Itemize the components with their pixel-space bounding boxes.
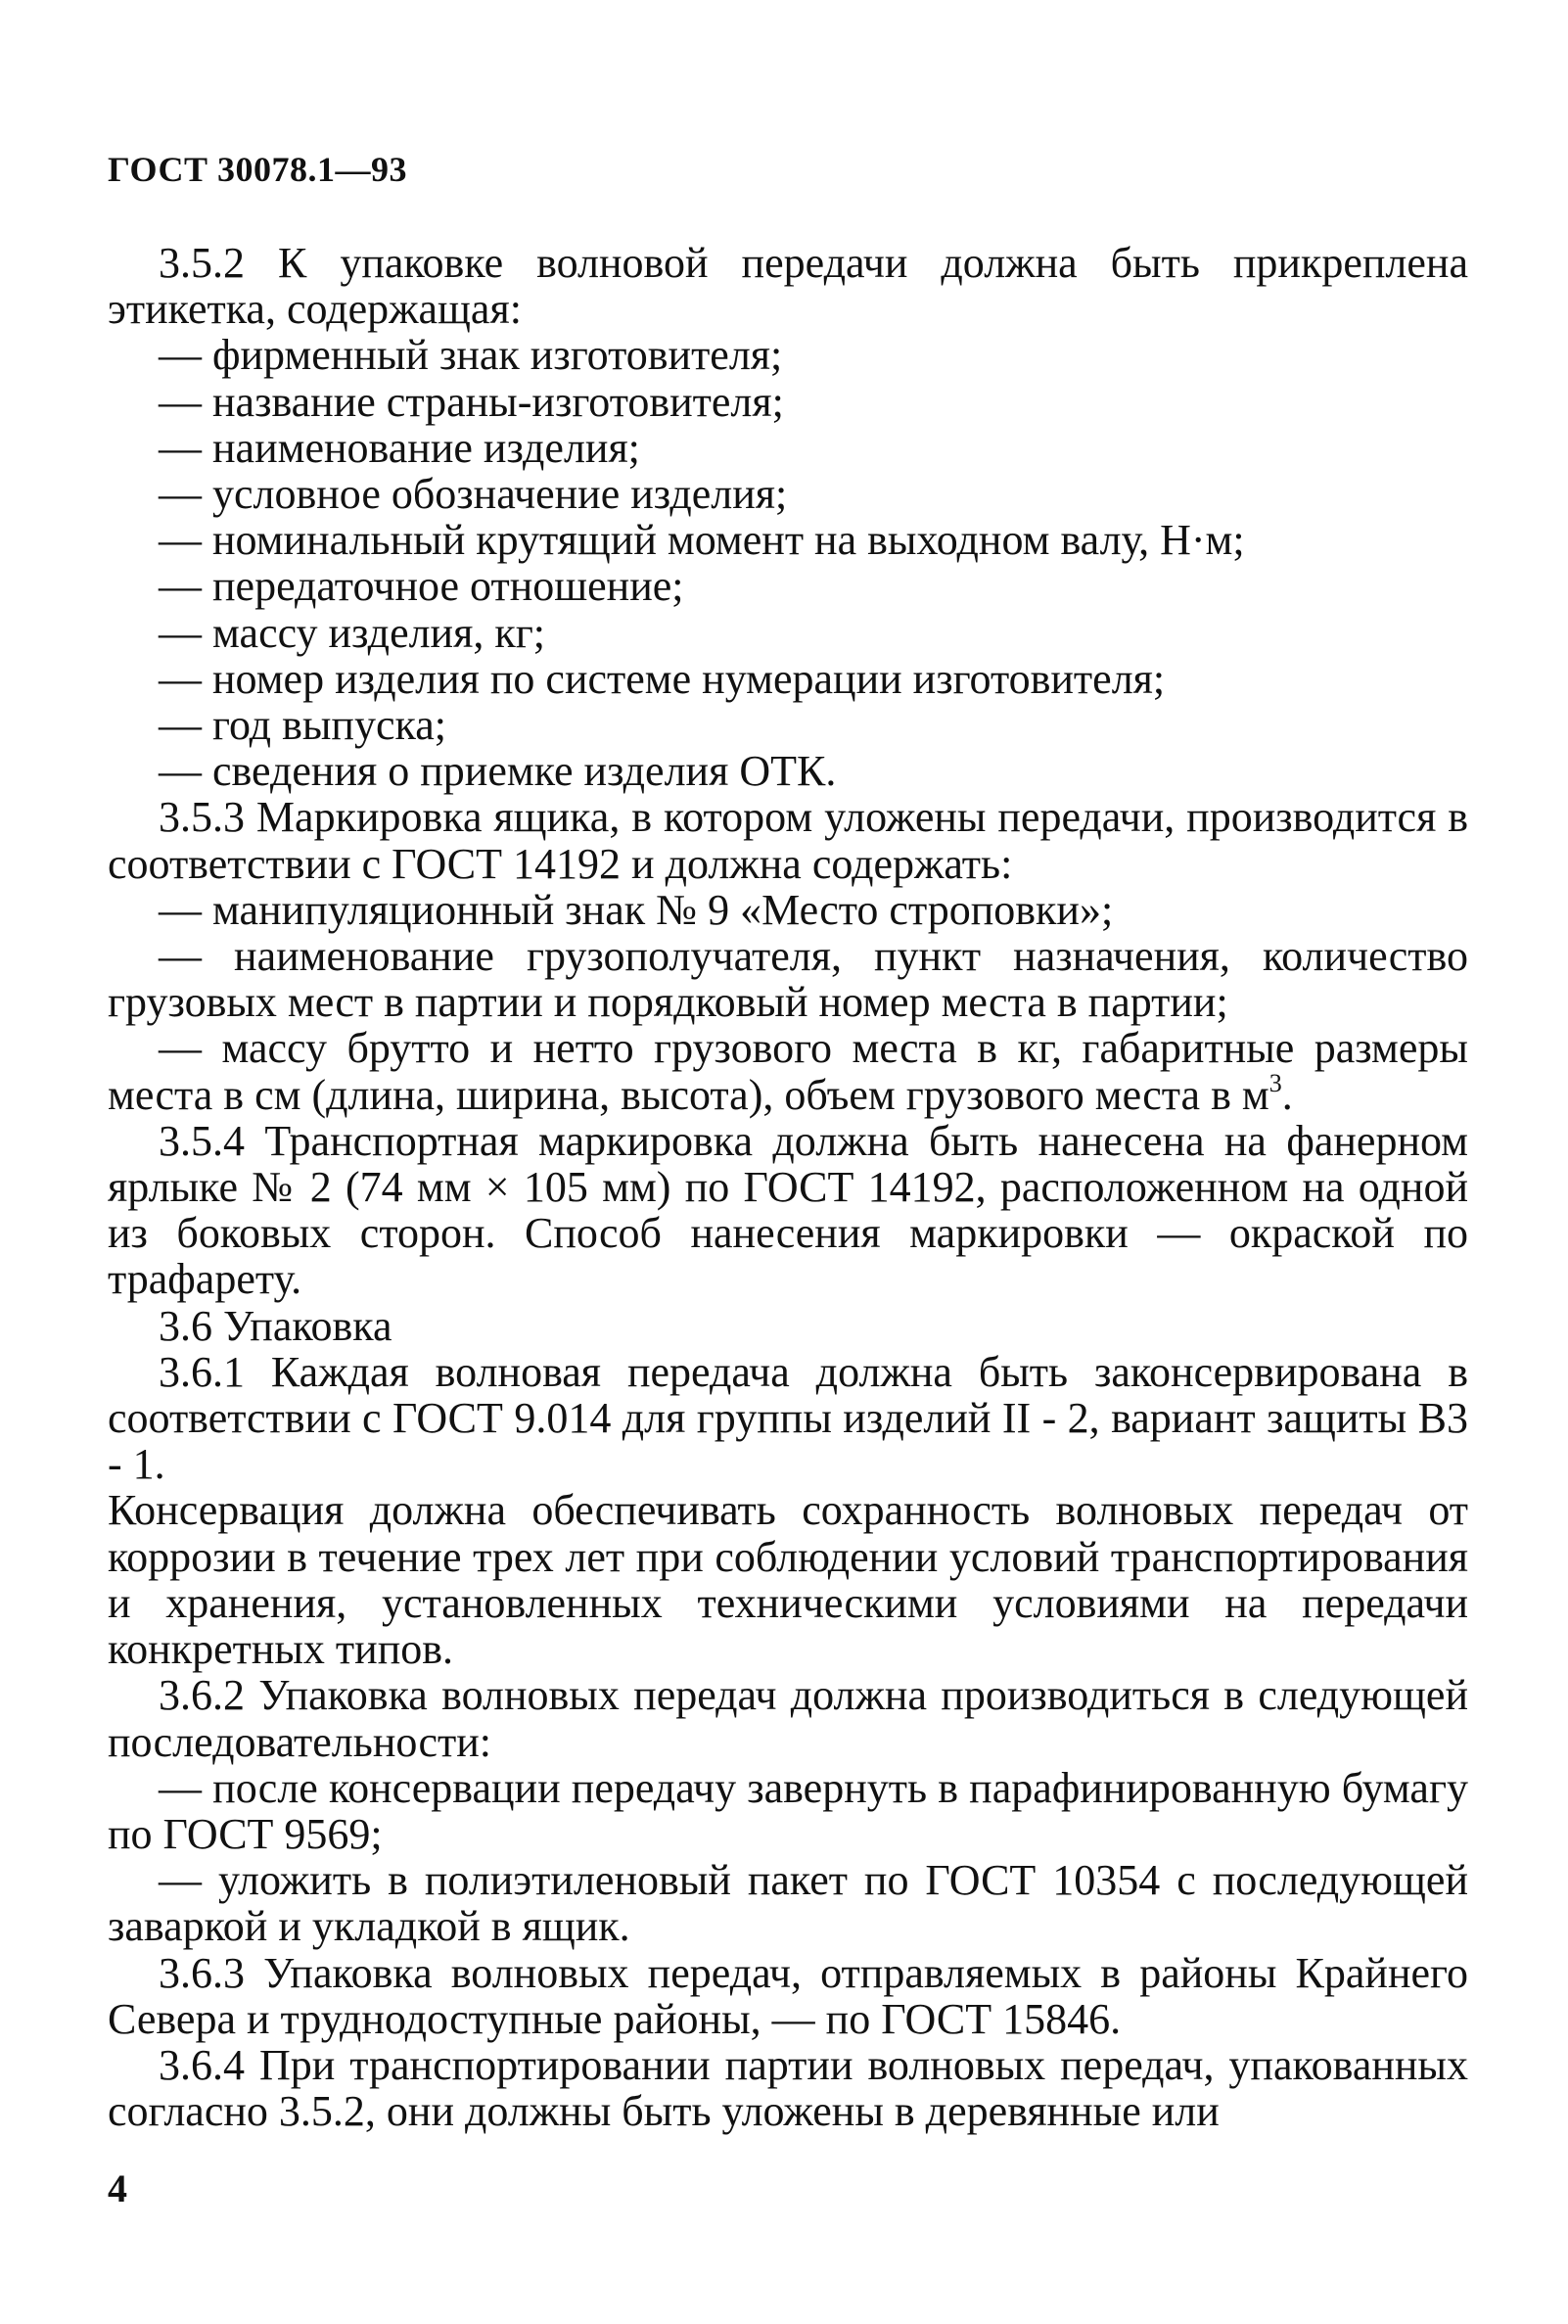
list-item: — массу изделия, кг; [159, 608, 545, 657]
document-header: ГОСТ 30078.1—93 [108, 150, 407, 189]
superscript-cubic: 3 [1268, 1068, 1282, 1097]
paragraph-3-5-3: 3.5.3 Маркировка ящика, в котором уложены передачи, производится в соответствии с ГОСТ 14192 и должна содержать: [108, 793, 1468, 888]
list-item: — наименование грузополучателя, пункт назначения, количество грузовых мест в партии и порядковый номер места в партии; [108, 932, 1468, 1027]
page-number: 4 [108, 2166, 127, 2210]
paragraph-3-5-4: 3.5.4 Транспортная маркировка должна быть нанесена на фанерном ярлыке № 2 (74 мм × 105 мм) по ГОСТ 14192, расположенном на одной из боковых сторон. Способ нанесения маркировки — окраской по трафарету. [108, 1116, 1468, 1304]
list-item [108, 1025, 1468, 1117]
list-item: — фирменный знак изготовителя; [159, 331, 783, 380]
list-item: — манипуляционный знак № 9 «Место строповки»; [159, 885, 1114, 934]
list-item: — сведения о приемке изделия ОТК. [159, 747, 837, 796]
paragraph-3-6-4: 3.6.4 При транспортировании партии волновых передач, упакованных согласно 3.5.2, они должны быть уложены в деревянные или [108, 2040, 1468, 2136]
list-item: — номинальный крутящий момент на выходном валу, Н·м; [159, 516, 1245, 565]
list-item: — условное обозначение изделия; [159, 470, 788, 519]
list-item-text: — массу брутто и нетто грузового места в кг, габаритные размеры места в см (длина, ширина, высота), объем грузового места в м [108, 1024, 1468, 1119]
list-item: — уложить в полиэтиленовый пакет по ГОСТ 10354 с последующей заваркой и укладкой в ящик. [108, 1856, 1468, 1951]
section-heading-3-6: 3.6 Упаковка [159, 1301, 392, 1350]
paragraph-conservation: Консервация должна обеспечивать сохранность волновых передач от коррозии в течение трех лет при соблюдении условий транспортирования и хранения, установленных техническими условиями на передачи конкретных типов. [108, 1486, 1468, 1674]
list-item: — название страны-изготовителя; [159, 377, 784, 426]
paragraph-3-6-2: 3.6.2 Упаковка волновых передач должна производиться в следующей последовательности: [108, 1671, 1468, 1766]
list-item-period: . [1281, 1070, 1293, 1119]
list-item: — год выпуска; [159, 701, 446, 750]
paragraph-3-6-1: 3.6.1 Каждая волновая передача должна быть законсервирована в соответствии с ГОСТ 9.014 для группы изделий II - 2, вариант защиты В3 - 1. [108, 1347, 1468, 1489]
list-item: — наименование изделия; [159, 423, 640, 472]
paragraph-3-6-3: 3.6.3 Упаковка волновых передач, отправляемых в районы Крайнего Севера и труднодоступные районы, — по ГОСТ 15846. [108, 1948, 1468, 2043]
list-item: — передаточное отношение; [159, 562, 684, 611]
document-body [108, 240, 1468, 2134]
list-item: — номер изделия по системе нумерации изготовителя; [159, 654, 1166, 703]
list-item: — после консервации передачу завернуть в парафинированную бумагу по ГОСТ 9569; [108, 1763, 1468, 1858]
paragraph-3-5-2: 3.5.2 К упаковке волновой передачи должна быть прикреплена этикетка, содержащая: [108, 239, 1468, 334]
